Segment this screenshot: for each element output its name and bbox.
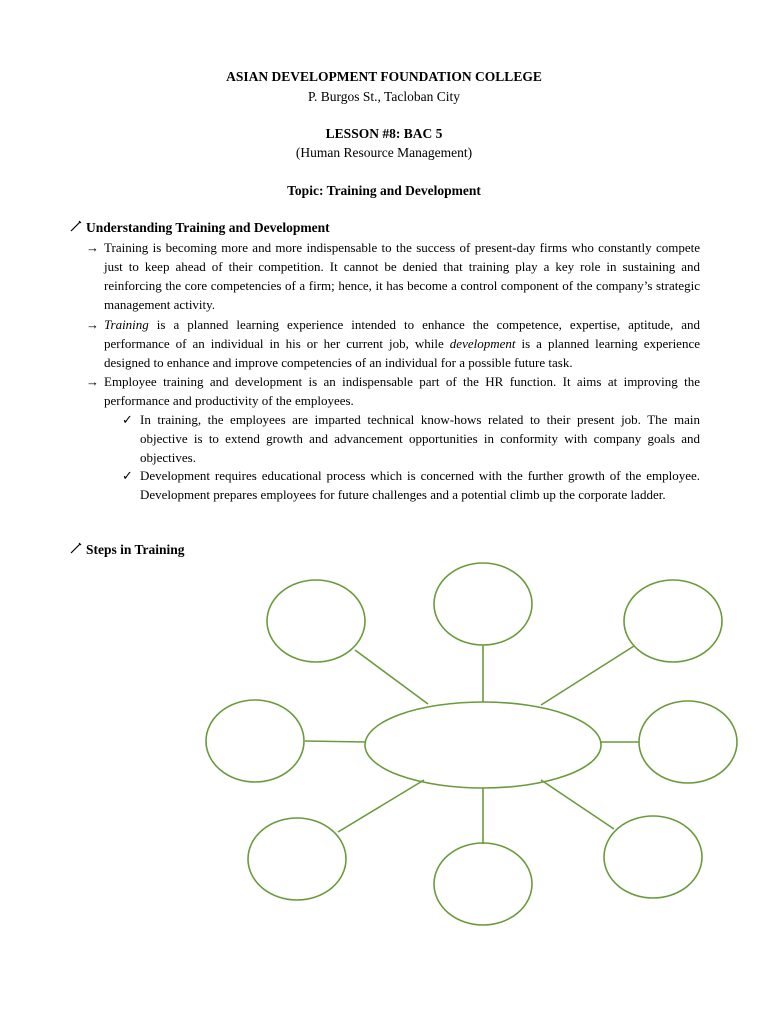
connector-line [338, 780, 424, 832]
steps-bubble-map [0, 555, 768, 955]
paragraph-definitions [104, 315, 700, 372]
outer-bubble-top-right [624, 580, 722, 662]
definition-text: is a planned learning experience designed to enhance and improve competencies of an individual for a possible future task. [104, 336, 700, 370]
connector-line [541, 646, 634, 705]
paragraph-hr-function: Employee training and development is an indispensable part of the HR function. It aims at improving the performance and productivity of the employees. [104, 374, 700, 408]
term-training: Training [104, 317, 149, 332]
school-name: ASIAN DEVELOPMENT FOUNDATION COLLEGE [226, 69, 542, 84]
section-title: Steps in Training [86, 542, 185, 557]
outer-bubble-left [206, 700, 304, 782]
course-name: (Human Resource Management) [295, 145, 473, 160]
paragraph-training-detail: In training, the employees are imparted technical know-hows related to their present job. The main objective is to extend growth and advancement opportunities in conformity with company goals and objectives. [140, 412, 700, 465]
school-address: P. Burgos St., Tacloban City [308, 89, 460, 104]
center-bubble [365, 702, 601, 788]
outer-bubble-bottom-left [248, 818, 346, 900]
check-bullet: ✓ [122, 468, 133, 483]
outer-bubble-top-left [267, 580, 365, 662]
pencil-icon [70, 219, 86, 237]
outer-bubble-bottom [434, 843, 532, 925]
check-bullet: ✓ [122, 412, 133, 427]
arrow-bullet: → [86, 317, 99, 332]
outer-bubble-right [639, 701, 737, 783]
paragraph-development-detail: Development requires educational process which is concerned with the further growth of the employee. Development prepares employees for future challenges and a potential climb up the corporate ladder. [140, 468, 700, 502]
outer-bubble-top [434, 563, 532, 645]
arrow-bullet: → [86, 240, 99, 255]
paragraph-training-importance: Training is becoming more and more indispensable to the success of present-day firms who constantly compete just to keep ahead of their competition. It cannot be denied that training play a key role in sustaining and reinforcing the core competencies of a firm; hence, it has become a control component of the company’s strategic management activity. [104, 240, 700, 312]
outer-bubble-bottom-right [604, 816, 702, 898]
arrow-bullet: → [86, 374, 99, 389]
connector-line [355, 650, 428, 704]
lesson-title: LESSON #8: BAC 5 [325, 126, 443, 141]
term-development: development [449, 336, 516, 351]
definition-text: is a planned learning experience intended to enhance the competence, expertise, aptitude, and performance of an individual in his or her current job, while [104, 317, 700, 351]
connector-line [541, 780, 614, 829]
topic-title: Topic: Training and Development [287, 183, 481, 198]
section-heading-understanding [70, 219, 330, 237]
section-title: Understanding Training and Development [86, 220, 330, 235]
connector-line [305, 741, 366, 742]
